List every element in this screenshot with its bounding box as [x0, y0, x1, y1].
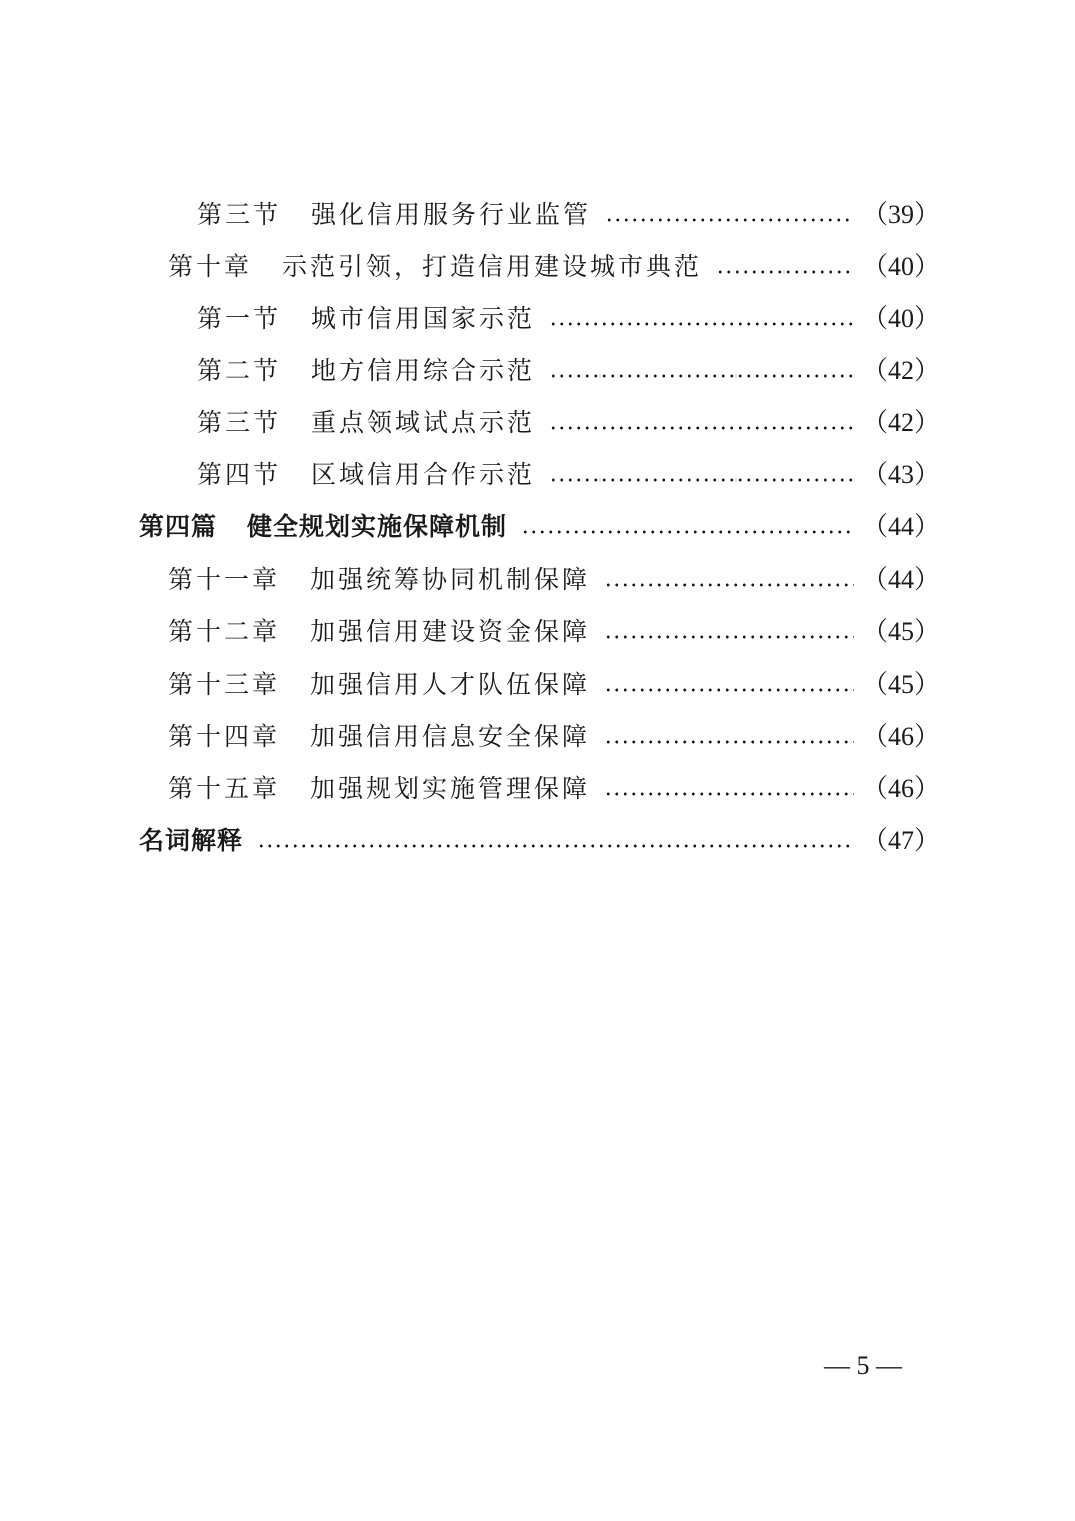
dot-leader	[604, 740, 854, 744]
page-number: — 5 —	[824, 1351, 902, 1380]
toc-entry-title: 加强信用建设资金保障	[310, 617, 591, 646]
dot-leader	[549, 478, 854, 482]
toc-entry[interactable]	[0, 457, 1075, 493]
toc-entry-title: 加强规划实施管理保障	[310, 774, 591, 803]
toc-entry-title: 加强统筹协同机制保障	[310, 565, 591, 594]
toc-entry-prefix: 第四篇	[139, 512, 218, 541]
toc-entry-prefix: 第二节	[197, 356, 282, 385]
toc-entry-title: 示范引领，打造信用建设城市典范	[282, 252, 703, 281]
toc-entry-glossary[interactable]	[0, 823, 1075, 859]
toc-entry-page: （44）	[862, 512, 941, 541]
toc-entry-title: 城市信用国家示范	[311, 304, 536, 333]
toc-entry[interactable]	[0, 719, 1075, 755]
toc-entry-part[interactable]	[0, 509, 1075, 545]
dot-leader	[549, 322, 854, 326]
toc-entry-page: （47）	[862, 826, 941, 855]
toc-entry-prefix: 第四节	[197, 460, 282, 489]
dot-leader	[521, 530, 854, 534]
dot-leader	[604, 688, 854, 692]
toc-entry-prefix: 第三节	[197, 200, 282, 229]
toc-entry-page: （46）	[862, 774, 941, 803]
toc-entry-page: （42）	[862, 356, 941, 385]
toc-entry-page: （43）	[862, 460, 941, 489]
toc-entry-page: （40）	[862, 304, 941, 333]
toc-entry-title: 加强信用信息安全保障	[310, 722, 591, 751]
toc-entry-title: 加强信用人才队伍保障	[310, 670, 591, 699]
toc-entry[interactable]	[0, 562, 1075, 598]
toc-entry[interactable]	[0, 405, 1075, 441]
toc-entry-page: （39）	[862, 200, 941, 229]
toc-entry-title: 重点领域试点示范	[311, 408, 536, 437]
dot-leader	[604, 792, 854, 796]
toc-entry-prefix: 第十五章	[168, 774, 281, 803]
dot-leader	[716, 270, 854, 274]
toc-entry-title: 区域信用合作示范	[311, 460, 536, 489]
toc-entry-prefix: 第十一章	[168, 565, 281, 594]
toc-entry-title: 健全规划实施保障机制	[247, 512, 508, 541]
toc-entry-prefix: 第十四章	[168, 722, 281, 751]
toc-entry-prefix: 第三节	[197, 408, 282, 437]
toc-entry-prefix: 名词解释	[139, 826, 244, 855]
toc-entry-title: 强化信用服务行业监管	[311, 200, 592, 229]
toc-entry[interactable]	[0, 771, 1075, 807]
dot-leader	[604, 635, 854, 639]
toc-entry[interactable]	[0, 667, 1075, 703]
toc-entry-page: （40）	[862, 252, 941, 281]
toc-entry[interactable]	[0, 197, 1075, 233]
toc-entry[interactable]	[0, 614, 1075, 650]
toc-entry[interactable]	[0, 249, 1075, 285]
toc-entry[interactable]	[0, 301, 1075, 337]
toc-entry-page: （45）	[862, 617, 941, 646]
dot-leader	[549, 426, 854, 430]
toc-entry-prefix: 第一节	[197, 304, 282, 333]
toc-entry-title: 地方信用综合示范	[311, 356, 536, 385]
toc-entry-page: （44）	[862, 565, 941, 594]
toc-entry-page: （42）	[862, 408, 941, 437]
dot-leader	[257, 844, 854, 848]
toc-entry[interactable]	[0, 353, 1075, 389]
toc-entry-prefix: 第十章	[168, 252, 253, 281]
dot-leader	[549, 374, 854, 378]
toc-entry-prefix: 第十二章	[168, 617, 281, 646]
toc-entry-prefix: 第十三章	[168, 670, 281, 699]
dot-leader	[605, 218, 854, 222]
dot-leader	[604, 583, 854, 587]
toc-entry-page: （46）	[862, 722, 941, 751]
toc-entry-page: （45）	[862, 670, 941, 699]
